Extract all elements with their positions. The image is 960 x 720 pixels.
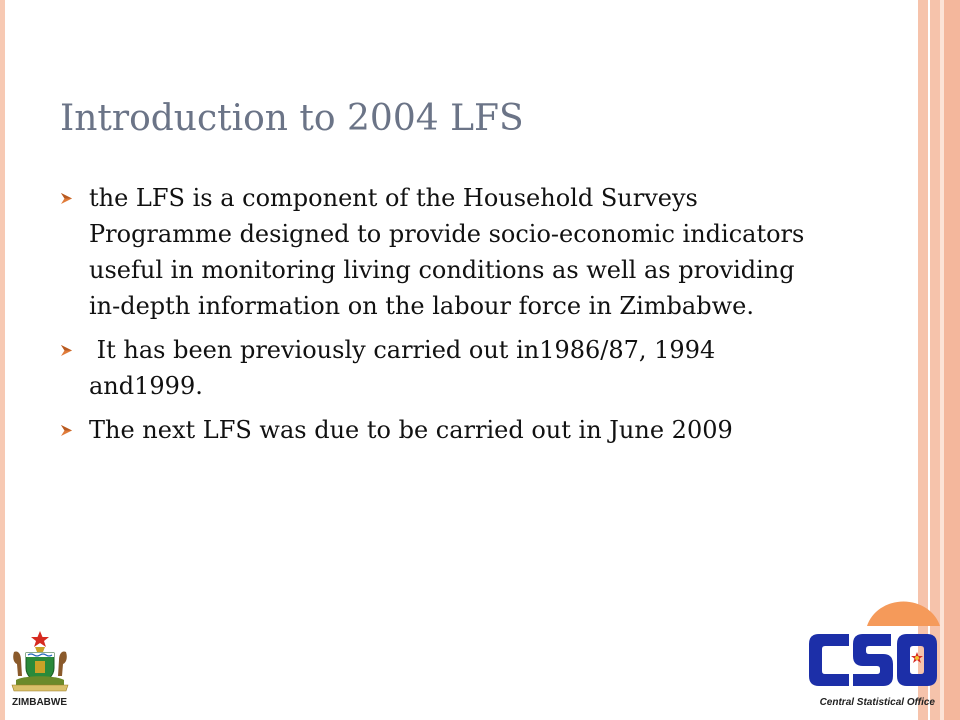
zimbabwe-logo-label: ZIMBABWE bbox=[12, 697, 67, 708]
zimbabwe-coat-of-arms-icon bbox=[8, 630, 72, 692]
bullet-text: the LFS is a component of the Household Surveys Programme designed to provide socio-economic indicators useful in monitoring living conditions as well as providing in-depth information on the labour force in Zimbabwe. bbox=[89, 184, 805, 320]
arrow-bullet-icon bbox=[60, 424, 73, 437]
cso-logo-label: Central Statistical Office bbox=[819, 697, 935, 708]
arrow-bullet-icon bbox=[60, 344, 73, 357]
cso-logo-icon bbox=[805, 596, 940, 694]
bullet-text: It has been previously carried out in1986/87, 1994 and1999. bbox=[89, 336, 723, 400]
bullet-list bbox=[60, 180, 830, 456]
left-frame-border bbox=[0, 0, 5, 720]
arrow-bullet-icon bbox=[60, 192, 73, 205]
bullet-item bbox=[60, 180, 830, 324]
slide-title: Introduction to 2004 LFS bbox=[60, 98, 524, 139]
bullet-text: The next LFS was due to be carried out in June 2009 bbox=[89, 416, 733, 444]
bullet-item bbox=[60, 412, 830, 448]
bullet-item bbox=[60, 332, 830, 404]
